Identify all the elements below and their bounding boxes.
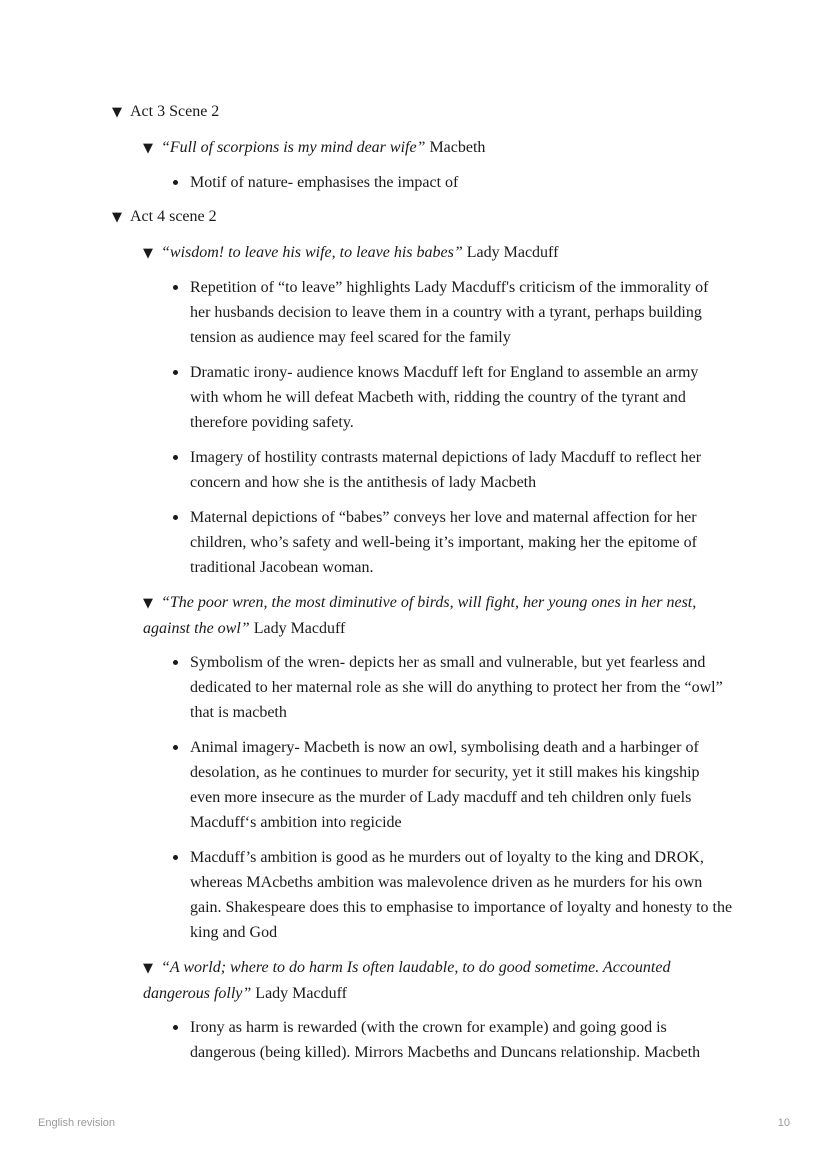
toggle-triangle-icon[interactable]: ▼ [112, 105, 122, 120]
toggle-triangle-icon[interactable]: ▼ [143, 961, 153, 976]
list-item: Symbolism of the wren- depicts her as small and vulnerable, but yet fearless and dedicated to her maternal role as she will do anything to protect her from the “owl” that is macbeth [190, 650, 735, 725]
bullet-icon [173, 370, 178, 375]
quote-speaker: Lady Macduff [466, 244, 559, 261]
quote-text: “The poor wren, the most diminutive of birds, will fight, her young ones in her nest, against the owl” [143, 594, 697, 637]
quote-speaker: Lady Macduff [255, 985, 347, 1002]
toggle-triangle-icon[interactable]: ▼ [143, 141, 153, 156]
toggle-act-4-scene-2[interactable] [112, 204, 217, 230]
bullet-icon [173, 515, 178, 520]
list-item: Irony as harm is rewarded (with the crown for example) and going good is dangerous (being killed). Mirrors Macbeths and Duncans relationship. Macbeth [190, 1015, 730, 1065]
footer-page-number: 10 [777, 1117, 790, 1129]
bullet-icon [173, 455, 178, 460]
list-item: Macduff’s ambition is good as he murders out of loyalty to the king and DROK, whereas MAcbeths ambition was malevolence driven as he murders for his own gain. Shakespeare does this to emphasise to importance of loyalty and honesty to the king and God [190, 845, 735, 945]
toggle-act-3-scene-2[interactable] [112, 99, 219, 125]
section-title: Act 3 Scene 2 [130, 103, 220, 120]
quote-text: “Full of scorpions is my mind dear wife” [161, 139, 426, 156]
toggle-quote[interactable] [143, 240, 558, 266]
quote-speaker: Lady Macduff [253, 620, 346, 637]
list-item: Motif of nature- emphasises the impact of [190, 170, 730, 195]
toggle-triangle-icon[interactable]: ▼ [112, 210, 122, 225]
toggle-quote[interactable] [143, 590, 733, 641]
toggle-quote[interactable] [143, 135, 485, 161]
list-item: Imagery of hostility contrasts maternal depictions of lady Macduff to reflect her concern and how she is the antithesis of lady Macbeth [190, 445, 730, 495]
section-title: Act 4 scene 2 [130, 208, 217, 225]
bullet-icon [173, 285, 178, 290]
bullet-icon [173, 1025, 178, 1030]
quote-speaker: Macbeth [429, 139, 486, 156]
bullet-icon [173, 745, 178, 750]
list-item: Repetition of “to leave” highlights Lady Macduff's criticism of the immorality of her husbands decision to leave them in a country with a tyrant, perhaps building tension as audience may feel scared for the family [190, 275, 730, 350]
footer-title: English revision [38, 1117, 116, 1129]
list-item: Animal imagery- Macbeth is now an owl, symbolising death and a harbinger of desolation, as he continues to murder for security, yet it still makes his kingship even more insecure as the murder of Lady macduff and teh children only fuels Macduff‘s ambition into regicide [190, 735, 730, 835]
list-item: Maternal depictions of “babes” conveys her love and maternal affection for her children, who’s safety and well-being it’s important, making her the epitome of traditional Jacobean woman. [190, 505, 730, 580]
toggle-quote[interactable] [143, 955, 718, 1006]
list-item: Dramatic irony- audience knows Macduff left for England to assemble an army with whom he will defeat Macbeth with, ridding the country of the tyrant and therefore poviding safety. [190, 360, 730, 435]
bullet-icon [173, 855, 178, 860]
toggle-triangle-icon[interactable]: ▼ [143, 246, 153, 261]
toggle-triangle-icon[interactable]: ▼ [143, 596, 153, 611]
bullet-icon [173, 180, 178, 185]
quote-text: “A world; where to do harm Is often laudable, to do good sometime. Accounted dangerous folly” [143, 959, 671, 1002]
bullet-icon [173, 660, 178, 665]
quote-text: “wisdom! to leave his wife, to leave his babes” [161, 244, 463, 261]
